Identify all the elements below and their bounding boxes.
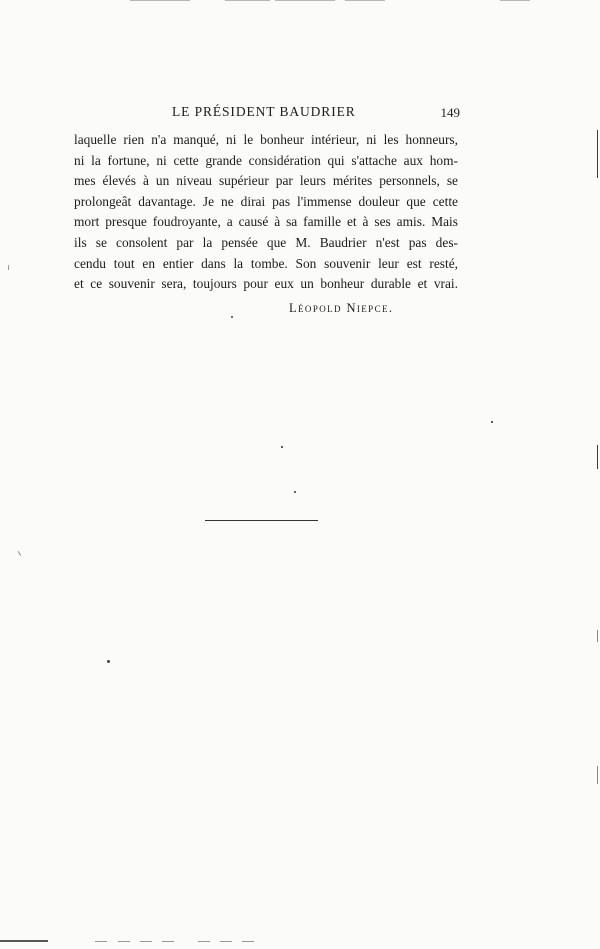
- text-line: mes élevés à un niveau supérieur par leurs mérites personnels, se: [74, 173, 458, 189]
- edge-mark: [597, 766, 599, 784]
- text-line: prolongeât davantage. Je ne dirai pas l'immense douleur que cette: [74, 193, 458, 209]
- bottom-edge-rule: [0, 940, 48, 942]
- edge-mark: [597, 630, 599, 642]
- text-line: mort presque foudroyante, a causé à sa famille et à ses amis. Mais: [74, 214, 458, 230]
- scan-speck: [281, 446, 283, 448]
- top-edge-rule: [345, 0, 385, 1]
- scan-speck: [18, 551, 21, 556]
- bottom-edge-dash: [118, 941, 130, 942]
- bottom-edge-dash: [95, 941, 107, 942]
- scan-speck: [491, 421, 493, 423]
- edge-mark: [597, 130, 599, 178]
- scan-speck: [8, 265, 9, 270]
- scan-speck: [231, 316, 233, 318]
- text-line: ils se consolent par la pensée que M. Baudrier n'est pas des-: [74, 234, 458, 250]
- scan-speck: [294, 491, 296, 493]
- bottom-edge-dash: [140, 941, 152, 942]
- text-line: ni la fortune, ni cette grande considération qui s'attache aux hom-: [74, 152, 458, 168]
- body-paragraph: [74, 130, 458, 295]
- bottom-edge-dash: [198, 941, 210, 942]
- page-number: 149: [440, 105, 460, 120]
- top-edge-rule: [130, 0, 190, 1]
- signature: Léopold Niepce.: [289, 301, 394, 315]
- running-head: [72, 104, 460, 124]
- bottom-edge-dash: [162, 941, 174, 942]
- top-edge-rule: [500, 0, 530, 1]
- text-line: laquelle rien n'a manqué, ni le bonheur intérieur, ni les honneurs,: [74, 132, 458, 147]
- scan-speck: [107, 660, 110, 663]
- end-rule: [205, 520, 318, 521]
- top-edge-rule: [225, 0, 270, 1]
- bottom-edge-dash: [242, 941, 254, 942]
- bottom-edge-dash: [220, 941, 232, 942]
- edge-mark: [597, 445, 599, 469]
- text-line: cendu tout en entier dans la tombe. Son souvenir leur est resté,: [74, 255, 458, 271]
- running-title: LE PRÉSIDENT BAUDRIER: [172, 104, 356, 119]
- top-edge-rule: [275, 0, 335, 1]
- text-line: et ce souvenir sera, toujours pour eux un bonheur durable et vrai.: [74, 276, 458, 292]
